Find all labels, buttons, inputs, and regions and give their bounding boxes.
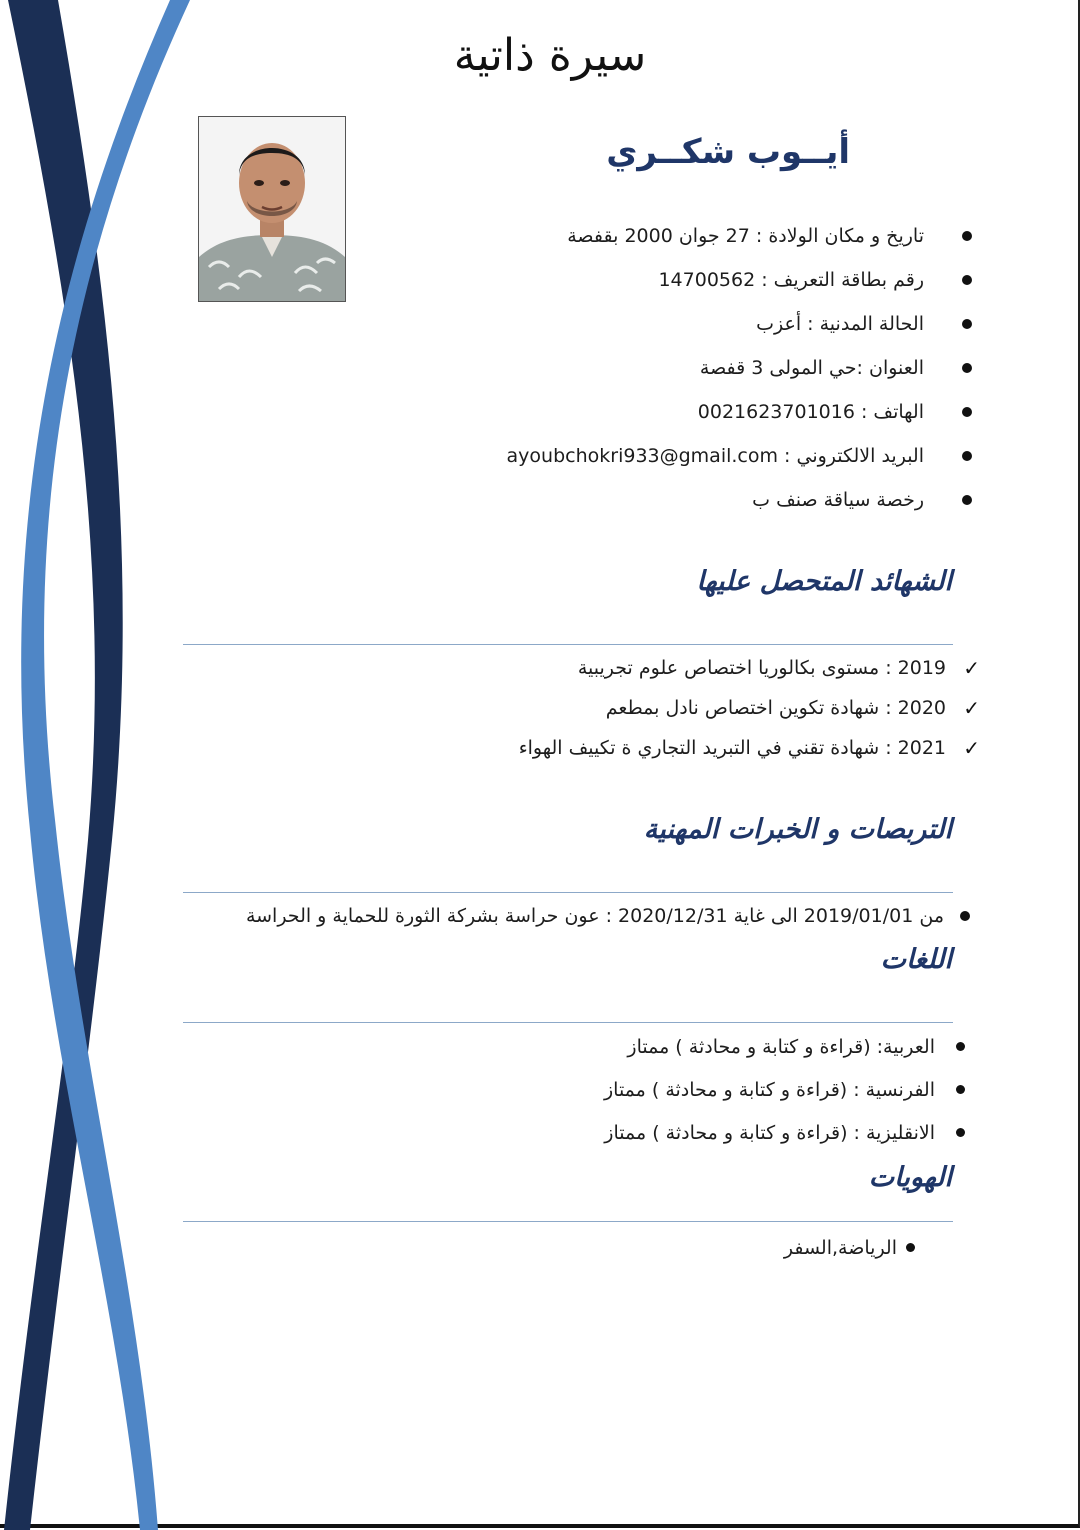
info-id-card: رقم بطاقة التعريف : 14700562 [412, 258, 972, 302]
profile-photo [198, 116, 346, 302]
bullet-icon [962, 451, 972, 461]
bullet-icon [956, 1128, 965, 1137]
checkmark-icon: ✓ [963, 736, 980, 760]
candidate-name: أيــوب شكــري [606, 132, 850, 172]
section-divider [183, 892, 953, 893]
bullet-icon [906, 1243, 915, 1252]
experience-item: من 2019/01/01 الى غاية 2020/12/31 : عون حراسة بشركة الثورة للحماية و الحراسة [224, 900, 970, 932]
bullet-icon [962, 275, 972, 285]
languages-list [365, 1026, 965, 1155]
section-title-languages: اللغات [880, 944, 952, 975]
section-title-hobbies: الهويات [868, 1162, 952, 1193]
bullet-icon [962, 495, 972, 505]
section-title-certificates: الشهائد المتحصل عليها [696, 566, 952, 597]
bullet-icon [956, 1042, 965, 1051]
certificate-item: ✓ 2020 : شهادة تكوين اختصاص نادل بمطعم [380, 688, 980, 728]
hobby-item: الرياضة,السفر [597, 1232, 915, 1264]
ribbon-dark [4, 0, 123, 1530]
bullet-icon [962, 319, 972, 329]
section-title-experience: التربصات و الخبرات المهنية [643, 814, 952, 845]
bullet-icon [962, 363, 972, 373]
language-item: العربية: (قراءة و كتابة و محادثة ) ممتاز [365, 1026, 965, 1069]
section-divider [183, 644, 953, 645]
info-email: البريد الالكتروني : ayoubchokri933@gmail.com [412, 434, 972, 478]
bullet-icon [956, 1085, 965, 1094]
section-divider [183, 1221, 953, 1222]
language-item: الفرنسية : (قراءة و كتابة و محادثة ) ممتاز [365, 1069, 965, 1112]
document-title: سيرة ذاتية [453, 30, 647, 81]
info-marital-status: الحالة المدنية : أعزب [412, 302, 972, 346]
bullet-icon [962, 231, 972, 241]
info-phone: الهاتف : 0021623701016 [412, 390, 972, 434]
certificate-item: ✓ 2021 : شهادة تقني في التبريد التجاري ة تكييف الهواء [380, 728, 980, 768]
section-divider [183, 1022, 953, 1023]
certificates-list [380, 648, 980, 768]
bullet-icon [960, 911, 970, 921]
checkmark-icon: ✓ [963, 656, 980, 680]
checkmark-icon: ✓ [963, 696, 980, 720]
bullet-icon [962, 407, 972, 417]
language-item: الانقليزية : (قراءة و كتابة و محادثة ) ممتاز [365, 1112, 965, 1155]
info-address: العنوان :حي المولى 3 قفصة [412, 346, 972, 390]
certificate-item: ✓ 2019 : مستوى بكالوريا اختصاص علوم تجريبية [380, 648, 980, 688]
personal-info-list [412, 214, 972, 522]
info-birth: تاريخ و مكان الولادة : 27 جوان 2000 بقفصة [412, 214, 972, 258]
info-driving-license: رخصة سياقة صنف ب [412, 478, 972, 522]
